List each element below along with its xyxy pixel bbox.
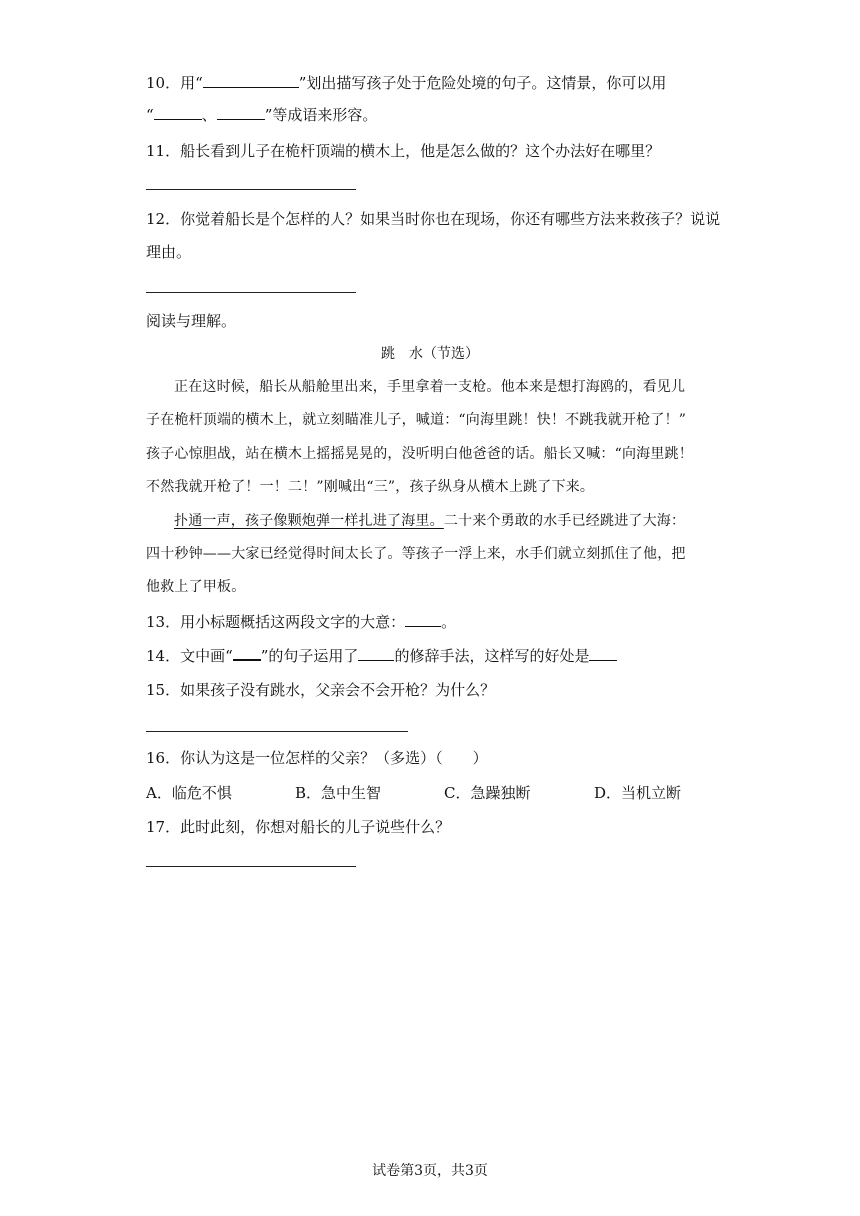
q14-text-c: 的修辞手法，这样写的好处是 (394, 647, 590, 665)
question-15: 15．如果孩子没有跳水，父亲会不会开枪？为什么？ (146, 681, 496, 699)
passage-title: 跳 水（节选） (381, 346, 479, 362)
q16-option-a[interactable]: A．临危不惧 (146, 784, 232, 802)
question-10-line-2 (146, 104, 377, 126)
q10-text-c: ”等成语来形容。 (264, 106, 378, 124)
passage-p1-line-4: 不然我就开枪了！一！二！”刚喊出“三”，孩子纵身从横木上跳了下来。 (146, 479, 595, 495)
q10-text-a: 10．用“ (146, 74, 203, 92)
question-10-line-1 (146, 72, 666, 94)
q13-period: 。 (441, 613, 457, 631)
page-footer: 试卷第3页，共3页 (372, 1163, 488, 1179)
passage-p1-line-3: 孩子心惊胆战，站在横木上摇摇晃晃的，没听明白他爸爸的话。船长又喊：“向海里跳！ (146, 446, 693, 462)
q15-answer-line[interactable] (146, 731, 408, 732)
section-heading: 阅读与理解。 (146, 312, 237, 330)
q10-separator: 、 (201, 106, 217, 124)
q10-mark-blank[interactable] (203, 73, 299, 88)
q12-answer-line[interactable] (146, 292, 356, 293)
question-12-line-2: 理由。 (146, 243, 192, 261)
q13-text: 13．用小标题概括这两段文字的大意： (146, 613, 406, 631)
q11-answer-line[interactable] (146, 189, 356, 190)
passage-p1-line-1: 正在这时候，船长从船舱里出来，手里拿着一支枪。他本来是想打海鸥的，看见儿 (174, 379, 686, 395)
question-14 (146, 645, 617, 667)
q17-answer-line[interactable] (146, 866, 356, 867)
q16-option-c[interactable]: C．急躁独断 (444, 784, 531, 802)
q14-benefit-blank[interactable] (589, 646, 617, 661)
underlined-sentence: 扑通一声，孩子像颗炮弹一样扎进了海里。 (174, 513, 444, 529)
q10-idiom-blank-1[interactable] (154, 105, 202, 120)
question-12-line-1: 12．你觉着船长是个怎样的人？如果当时你也在现场，你还有哪些方法来救孩子？说说 (146, 210, 721, 228)
q10-quote-open: “ (146, 106, 154, 124)
q10-text-b: ”划出描写孩子处于危险处境的句子。这情景，你可以用 (298, 74, 667, 92)
q14-text-b: ”的句子运用了 (260, 647, 359, 665)
q14-text-a: 14．文中画“ (146, 647, 233, 665)
question-13 (146, 611, 456, 633)
q16-option-d[interactable]: D．当机立断 (594, 784, 682, 802)
passage-p2-line-1 (174, 510, 744, 532)
q13-answer-blank[interactable] (405, 612, 441, 627)
question-17: 17．此时此刻，你想对船长的儿子说些什么？ (146, 818, 451, 836)
passage-p2-line-2: 四十秒钟——大家已经觉得时间太长了。等孩子一浮上来，水手们就立刻抓住了他，把 (146, 546, 686, 562)
question-11: 11．船长看到儿子在桅杆顶端的横木上，他是怎么做的？这个办法好在哪里？ (146, 142, 661, 160)
question-16: 16．你认为这是一位怎样的父亲？（多选）（ ） (146, 749, 488, 767)
q14-underline-marker (233, 645, 261, 661)
passage-p1-line-2: 子在桅杆顶端的横木上，就立刻瞄准儿子，喊道：“向海里跳！快！不跳我就开枪了！” (146, 412, 687, 428)
q10-idiom-blank-2[interactable] (217, 105, 265, 120)
q14-rhetoric-blank[interactable] (358, 646, 394, 661)
passage-p2-line-1-rest: 二十来个勇敢的水手已经跳进了大海： (443, 513, 686, 529)
passage-p2-line-3: 他救上了甲板。 (146, 579, 246, 595)
q16-option-b[interactable]: B．急中生智 (295, 784, 382, 802)
